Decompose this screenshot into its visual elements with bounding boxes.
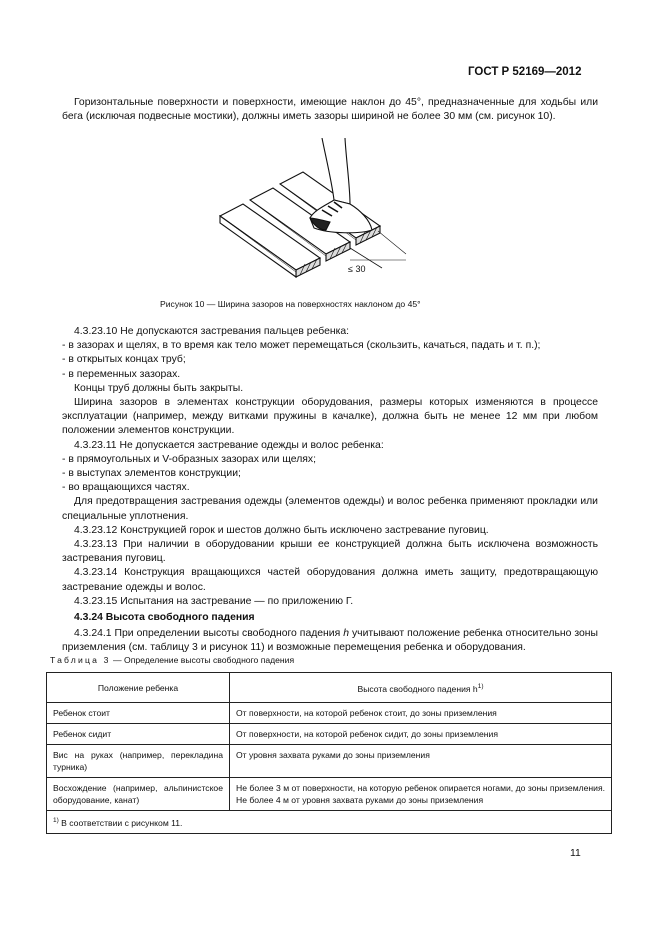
section-4-3-23-11-title: 4.3.23.11 Не допускается застревание одежды и волос ребенка:: [74, 439, 384, 451]
table-cell-height: От поверхности, на которой ребенок сидит, до зоны приземления: [230, 724, 612, 745]
dimension-label: ≤ 30: [348, 264, 366, 274]
gap-width-note: Ширина зазоров в элементах конструкции оборудования, размеры которых изменяются в процессе эксплуатации (например, между витками пружины в качалке), должна быть не менее 12 мм при любом положении элементов конструкции.: [62, 397, 598, 437]
column-header-position: Положение ребенка: [47, 673, 230, 703]
intro-paragraph: Горизонтальные поверхности и поверхности, имеющие наклон до 45°, предназначенные для ходьбы или бега (исключая подвесные мостики), должны иметь зазоры шириной не более 30 мм (см. рисунок 10).: [62, 97, 598, 123]
paragraph-4-3-24-1: 4.3.24.1 При определении высоты свободного падения h учитывают положение ребенка относительно зоны приземления (см. таблицу 3 и рисунок 11) и возможные перемещения ребенка и оборудования.: [62, 628, 598, 654]
table-row: [47, 778, 612, 811]
list-item: - в прямоугольных и V-образных зазорах или щелях;: [62, 453, 316, 465]
list-item: - в выступах элементов конструкции;: [62, 468, 241, 480]
list-item: - в открытых концах труб;: [62, 354, 186, 366]
table-cell-position: Ребенок стоит: [47, 703, 230, 724]
table-cell-position: Вис на руках (например, перекладина турника): [47, 745, 230, 778]
intro-block: [62, 96, 598, 124]
figure-caption: Рисунок 10 — Ширина зазоров на поверхностях наклоном до 45°: [160, 299, 421, 309]
paragraph-4-3-23-14: 4.3.23.14 Конструкция вращающихся частей оборудования должна иметь защиту, предотвращающую застревание одежды и волос.: [62, 567, 598, 593]
table-cell-height: Не более 3 м от поверхности, на которую ребенок опирается ногами, до зоны приземления. Не более 4 м от уровня захвата руками до зоны приземления: [230, 778, 612, 811]
page-number: 11: [570, 848, 581, 859]
table-cell-height: От уровня захвата руками до зоны приземления: [230, 745, 612, 778]
section-4-3-23-10-title: 4.3.23.10 Не допускаются застревания пальцев ребенка:: [74, 326, 350, 337]
table-cell-position: Восхождение (например, альпинистское оборудование, канат): [47, 778, 230, 811]
clothing-entrapment-list: [62, 453, 598, 496]
table-header-row: [47, 673, 612, 703]
list-item: - в зазорах и щелях, в то время как тело может перемещаться (скользить, качаться, падать и т. п.);: [62, 340, 541, 352]
section-4-3-24-heading: 4.3.24 Высота свободного падения: [74, 612, 255, 624]
paragraph-4-3-23-12: 4.3.23.12 Конструкцией горок и шестов должно быть исключено застревание пуговиц.: [74, 524, 489, 536]
table-cell-position: Ребенок сидит: [47, 724, 230, 745]
column-header-height: Высота свободного падения $h^{1)}$: [230, 673, 612, 703]
table-3: [46, 672, 612, 834]
table-footnote: $^{1)}$ В соответствии с рисунком 11.: [47, 811, 612, 834]
table-row: [47, 745, 612, 778]
figure-10-drawing: [210, 138, 425, 288]
pipe-ends-note: Концы труб должны быть закрыты.: [74, 382, 244, 394]
finger-entrapment-list: [62, 339, 598, 382]
list-item: - во вращающихся частях.: [62, 482, 190, 494]
document-header: ГОСТ Р 52169—2012: [468, 66, 582, 78]
table-row: [47, 703, 612, 724]
prevention-note: Для предотвращения застревания одежды (элементов одежды) и волос ребенка применяют прокладки или специальные уплотнения.: [62, 496, 598, 522]
list-item: - в переменных зазорах.: [62, 368, 181, 380]
paragraph-4-3-23-13: 4.3.23.13 При наличии в оборудовании крыши ее конструкцией должна быть исключена возможность застревания пуговиц.: [62, 539, 598, 565]
table-row: [47, 724, 612, 745]
main-body: [62, 325, 598, 656]
paragraph-4-3-23-15: 4.3.23.15 Испытания на застревание — по приложению Г.: [74, 595, 354, 607]
table-caption: Таблица 3 — Определение высоты свободного падения: [50, 655, 295, 665]
table-footnote-row: [47, 811, 612, 834]
table-cell-height: От поверхности, на которой ребенок стоит, до зоны приземления: [230, 703, 612, 724]
